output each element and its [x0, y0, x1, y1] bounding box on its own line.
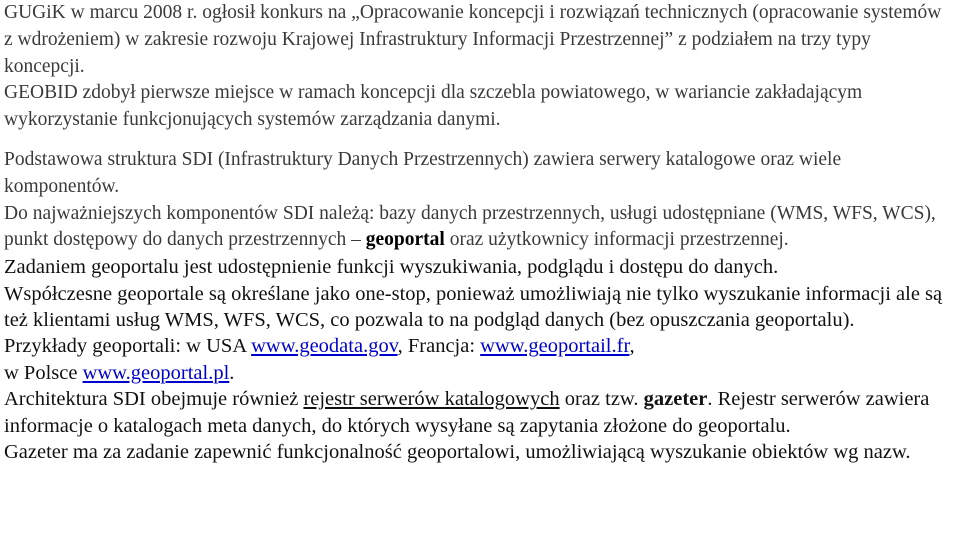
- paragraph-gap: [4, 134, 954, 147]
- geoportal-term: geoportal: [365, 229, 445, 251]
- architecture-text-end: . Rejestr serwerów zawiera informacje o katalogach meta danych, do których wysyłane są zapytania złożone do geoportalu.: [4, 388, 930, 437]
- examples-text-france: , Francja:: [397, 335, 476, 358]
- link-geoportail-fr[interactable]: www.geoportail.fr: [480, 335, 630, 358]
- examples-text-poland: w Polsce: [4, 361, 78, 384]
- paragraph-gugik-contest: GUGiK w marcu 2008 r. ogłosił konkurs na „Opracowanie koncepcji i rozwiązań technicznych (opracowanie systemów z wdrożeniem) w zakresie rozwoju Krajowej Infrastruktury Informacji Przestrzennej” z podziałem na trzy typy koncepcji.: [4, 2, 942, 77]
- examples-comma: ,: [629, 335, 635, 358]
- paragraph-sdi-architecture: [4, 386, 954, 439]
- sdi-components-text: Do najważniejszych komponentów SDI należą: bazy danych przestrzennych, usługi udostępniane (WMS, WFS, WCS), punkt dostępowy do danych przestrzennych –: [4, 202, 936, 251]
- examples-text: Przykłady geoportali: w USA: [4, 335, 246, 358]
- paragraph-sdi-components: [4, 201, 954, 255]
- architecture-text-mid: oraz tzw.: [564, 388, 639, 411]
- catalog-registry-term: rejestr serwerów katalogowych: [303, 388, 560, 411]
- paragraph-geobid-result: GEOBID zdobył pierwsze miejsce w ramach koncepcji dla szczebla powiatowego, w wariancie zakładającym wykorzystanie funkcjonujących systemów zarządzania danymi.: [4, 82, 863, 131]
- examples-period: .: [229, 361, 235, 384]
- link-geoportal-pl[interactable]: www.geoportal.pl: [82, 361, 230, 384]
- architecture-text: Architektura SDI obejmuje również: [4, 388, 299, 411]
- gazeter-term: gazeter: [643, 388, 708, 411]
- paragraph-geoportal-examples: [4, 333, 954, 386]
- paragraph-gazeter: Gazeter ma za zadanie zapewnić funkcjonalność geoportalowi, umożliwiającą wyszukanie obiektów wg nazw.: [4, 441, 911, 464]
- paragraph-sdi-structure: Podstawowa struktura SDI (Infrastruktury Danych Przestrzennych) zawiera serwery katalogowe oraz wiele komponentów.: [4, 148, 842, 197]
- paragraph-geoportal-task: Zadaniem geoportalu jest udostępnienie funkcji wyszukiwania, podglądu i dostępu do danych.: [4, 256, 779, 279]
- link-geodata-gov[interactable]: www.geodata.gov: [251, 335, 398, 358]
- paragraph-modern-geoportals: Współczesne geoportale są określane jako one-stop, ponieważ umożliwiają nie tylko wyszukanie informacji ale są też klientami usług WMS, WFS, WCS, co pozwala to na podgląd danych (bez opuszczania geoportalu).: [4, 282, 943, 331]
- sdi-components-text-end: oraz użytkownicy informacji przestrzennej.: [449, 229, 789, 251]
